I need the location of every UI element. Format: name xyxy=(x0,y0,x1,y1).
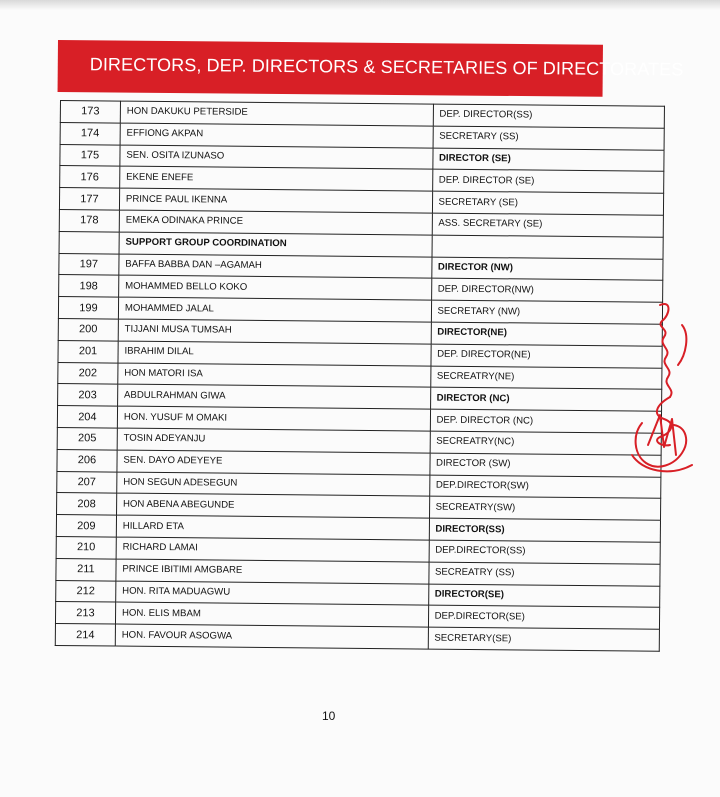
member-role: SECREATRY(SW) xyxy=(429,496,661,520)
member-name: HON DAKUKU PETERSIDE xyxy=(120,101,433,126)
member-role: SECREATRY (SS) xyxy=(428,562,660,586)
table-row xyxy=(55,624,659,652)
row-number: 204 xyxy=(57,406,117,428)
member-name: TIJJANI MUSA TUMSAH xyxy=(118,319,431,344)
row-number: 213 xyxy=(55,602,115,624)
member-name: HILLARD ETA xyxy=(116,515,429,540)
member-name: MOHAMMED BELLO KOKO xyxy=(118,275,431,300)
row-number: 175 xyxy=(60,144,120,166)
member-name: SEN. DAYO ADEYEYE xyxy=(117,450,430,475)
member-name: PRINCE PAUL IKENNA xyxy=(119,188,432,213)
member-role: DIRECTOR (SW) xyxy=(429,453,661,477)
member-name: HON. RITA MADUAGWU xyxy=(116,581,429,606)
row-number: 212 xyxy=(56,580,116,602)
row-number: 199 xyxy=(58,297,118,319)
member-role: DIRECTOR(SS) xyxy=(429,518,661,542)
member-role: SECRETARY (NW) xyxy=(431,300,663,324)
member-name: BAFFA BABBA DAN –AGAMAH xyxy=(119,254,432,279)
table-body xyxy=(55,101,664,652)
member-name: RICHARD LAMAI xyxy=(116,537,429,562)
member-role: DEP.DIRECTOR(SW) xyxy=(429,475,661,499)
member-role: DIRECTOR (NC) xyxy=(430,387,662,411)
row-number: 209 xyxy=(56,515,116,537)
row-number: 177 xyxy=(59,188,119,210)
member-name: HON. FAVOUR ASOGWA xyxy=(115,624,428,649)
member-role: DEP. DIRECTOR(NW) xyxy=(431,278,663,302)
member-role: DIRECTOR (NW) xyxy=(431,257,663,281)
member-name: HON. YUSUF M OMAKI xyxy=(117,406,430,431)
row-number: 210 xyxy=(56,536,116,558)
row-number: 208 xyxy=(57,493,117,515)
row-number: 202 xyxy=(58,362,118,384)
row-number: 197 xyxy=(59,253,119,275)
page-number: 10 xyxy=(322,709,336,723)
row-number: 207 xyxy=(57,471,117,493)
member-role: SECRETARY (SS) xyxy=(433,126,665,150)
row-number: 206 xyxy=(57,449,117,471)
member-role: DEP. DIRECTOR(SS) xyxy=(433,104,665,128)
row-number: 205 xyxy=(57,427,117,449)
member-name: HON. ELIS MBAM xyxy=(115,602,428,627)
row-number: 176 xyxy=(60,166,120,188)
member-role: SECRETARY(SE) xyxy=(428,627,660,651)
row-number: 178 xyxy=(59,209,119,231)
row-number: 211 xyxy=(56,558,116,580)
member-role: DIRECTOR(NE) xyxy=(431,322,663,346)
row-number: 214 xyxy=(55,624,115,646)
member-role: SECRETARY (SE) xyxy=(432,191,664,215)
member-role: ASS. SECRETARY (SE) xyxy=(432,213,664,237)
member-name: EFFIONG AKPAN xyxy=(120,123,433,148)
member-name: MOHAMMED JALAL xyxy=(118,297,431,322)
member-role: DIRECTOR (SE) xyxy=(432,148,664,172)
member-role xyxy=(432,235,664,259)
member-role: DEP.DIRECTOR(SS) xyxy=(429,540,661,564)
row-number: 174 xyxy=(60,122,120,144)
member-name: PRINCE IBITIMI AMGBARE xyxy=(116,559,429,584)
member-role: DEP. DIRECTOR (NC) xyxy=(430,409,662,433)
member-name: HON MATORI ISA xyxy=(118,363,431,388)
member-name: ABDULRAHMAN GIWA xyxy=(117,384,430,409)
directorate-table xyxy=(55,100,665,652)
row-number: 201 xyxy=(58,340,118,362)
page-edge-shadow xyxy=(0,0,720,10)
member-name: HON SEGUN ADESEGUN xyxy=(117,472,430,497)
member-name: SUPPORT GROUP COORDINATION xyxy=(119,232,432,257)
row-number xyxy=(59,231,119,253)
member-role: DEP.DIRECTOR(SE) xyxy=(428,605,660,629)
member-role: DIRECTOR(SE) xyxy=(428,584,660,608)
member-name: HON ABENA ABEGUNDE xyxy=(116,493,429,518)
member-name: TOSIN ADEYANJU xyxy=(117,428,430,453)
member-role: SECREATRY(NE) xyxy=(430,366,662,390)
member-role: DEP. DIRECTOR(NE) xyxy=(431,344,663,368)
member-name: SEN. OSITA IZUNASO xyxy=(120,145,433,170)
row-number: 200 xyxy=(58,318,118,340)
row-number: 203 xyxy=(58,384,118,406)
member-role: DEP. DIRECTOR (SE) xyxy=(432,169,664,193)
member-name: EKENE ENEFE xyxy=(120,166,433,191)
row-number: 173 xyxy=(60,101,120,123)
member-role: SECREATRY(NC) xyxy=(430,431,662,455)
signature-mark xyxy=(612,295,708,495)
directorate-table-wrapper xyxy=(55,100,668,652)
row-number: 198 xyxy=(59,275,119,297)
member-name: IBRAHIM DILAL xyxy=(118,341,431,366)
title-banner xyxy=(58,40,684,97)
page-title: DIRECTORS, DEP. DIRECTORS & SECRETARIES OF DIRECTORATES xyxy=(89,54,684,80)
member-name: EMEKA ODINAKA PRINCE xyxy=(119,210,432,235)
